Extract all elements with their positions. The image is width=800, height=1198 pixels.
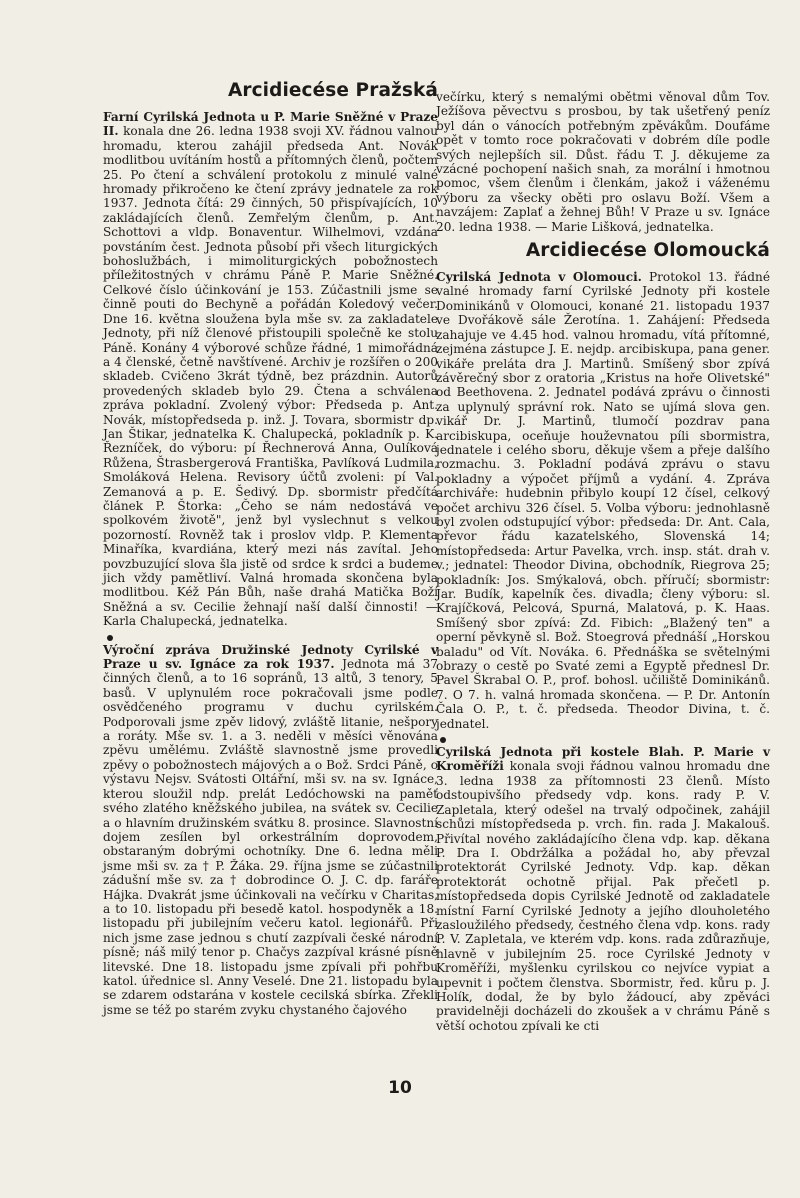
left-column xyxy=(103,80,438,1023)
article-body: konala svoji řádnou valnou hromadu dne 3. ledna 1938 za přítomnosti 23 členů. Místo odstoupivšího předsedy vdp. kons. rady P. V. Zapletala, který odešel na trvalý odpočinek, zahájil schůzi místopředseda p. vrch. fin. rada J. Makalouš. Přivítal nového zakládajícího člena vdp. kap. děkana P. Dra I. Obdržálka a požádal ho, aby převzal protektorát Cyrilské Jednoty. Vdp. kap. děkan protektorát ochotně přijal. Pak přečetl p. místopředseda dopis Cyrilské Jednotě od zakladatele místní Farní Cyrilské Jednoty a jejího dlouholetého zasloužilého předsedy, čestného člena vdp. kons. rady P. V. Zapletala, ve kterém vdp. kons. rada zdůrazňuje, hlavně v jubilejním 25. roce Cyrilské Jednoty v Kroměříži, myšlenku cyrilskou co nejvíce vypiat a upevnit i počtem členstva. Sbormistr, řed. kůru p. J. Holík, dodal, že by bylo žádoucí, aby zpěváci pravidelněji docházeli do zkoušek a v chrámu Páně s větší ochotou zpívali ke cti xyxy=(436,759,770,1033)
article-body: Protokol 13. řádné valné hromady farní Cyrilské Jednoty při kostele Dominikánů v Olomouci, konané 21. listopadu 1937 ve Dvořákově sále Žerotína. 1. Zahájení: Předseda zahajuje ve 4.45 hod. valnou hromadu, vítá přítomné, zejména zástupce J. E. nejdp. arcibiskupa, pana gener. vikáře preláta dra J. Martinů. Smíšený sbor zpívá závěrečný sbor z oratoria „Kristus na hoře Olivetské" od Beethovena. 2. Jednatel podává zprávu o činnosti za uplynulý správní rok. Nato se ujímá slova gen. vikář Dr. J. Martinů, tlumočí pozdrav pana arcibiskupa, oceňuje houževnatou píli sbormistra, jednatele i celého sboru, děkuje všem a přeje dalšího rozmachu. 3. Pokladní podává zprávu o stavu pokladny a výpočet příjmů a vydání. 4. Zpráva archiváře: hudebnin přibylo koupí 12 čísel, celkový počet archivu 326 čísel. 5. Volba výboru: jednohlasně byl zvolen odstupující výbor: předseda: Dr. Ant. Cala, převor řádu kazatelského, Slovenská 14; místopředseda: Artur Pavelka, vrch. insp. stát. drah v. v.; jednatel: Theodor Divina, obchodník, Riegrova 25; pokladník: Jos. Smýkalová, obch. příručí; sbormistr: Jar. Budík, kapelník čes. divadla; členy výboru: sl. Krajíčková, Pelcová, Spurná, Malatová, p. K. Haas. Smíšený sbor zpívá: Zd. Fibich: „Blažený ten" a operní pěvkyně sl. Bož. Stoegrová přednáší „Horskou baladu" od Vít. Nováka. 6. Přednáška se světelnými obrazy o cestě po Svaté zemi a Egyptě přednesl Dr. Pavel Škrabal O. P., prof. bohosl. učiliště Dominikánů. 7. O 7. h. valná hromada skončena. — P. Dr. Antonín Čala O. P., t. č. předseda. Theodor Divina, t. č. jednatel. xyxy=(436,270,770,731)
section-heading-praha: Arcidiecése Pražská xyxy=(227,80,438,101)
article-cyrilska-jednota-olomouc xyxy=(436,270,770,731)
article-cyrilska-jednota-kromeriz xyxy=(436,745,770,1033)
page-number: 10 xyxy=(388,1078,412,1098)
article-continuation: večírku, který s nemalými obětmi věnoval dům Tov. Ježíšova pěvectvu s prosbou, by tak ušetřený peníz byl dán o vánocích potřebným zpěvákům. Doufáme opět v tomto roce pokračovati v dobrém díle podle svých nejlepších sil. Důst. řádu T. J. děkujeme za vzácné pochopení našich snah, za morální i hmotnou pomoc, všem členům i členkám, jakož i váženému výboru za všecky oběti pro oslavu Boží. Všem a navzájem: Zaplať a žehnej Bůh! V Praze u sv. Ignáce 20. ledna 1938. — Marie Lišková, jednatelka. xyxy=(436,90,770,234)
article-farni-cyrilska-jednota xyxy=(103,110,438,629)
bullet-separator xyxy=(440,737,446,743)
section-heading-olomouc: Arcidiecése Olomoucká xyxy=(525,240,770,262)
article-title: Výroční zpráva Družinské Jednoty Cyrilské v Praze u sv. Ignáce za rok 1937. xyxy=(103,642,438,672)
article-title: Cyrilská Jednota v Olomouci. xyxy=(436,270,642,285)
bullet-separator xyxy=(107,635,113,641)
article-title: Farní Cyrilská Jednota u P. Marie Sněžné v Praze II. xyxy=(103,110,438,139)
article-druzinska-jednota xyxy=(103,643,438,1018)
article-body: konala dne 26. ledna 1938 svoji XV. řádnou valnou hromadu, kterou zahájil předseda Ant. Novák modlitbou uvítáním hostů a přítomných členů, počtem 25. Po čtení a schválení protokolu z minulé valné hromady přikročeno ke čtení zprávy jednatele za rok 1937. Jednota čítá: 29 činných, 50 přispívajících, 10 zakládajících členů. Zemřelým členům, p. Ant. Schottovi a vldp. Bonaventur. Wilhelmovi, vzdána povstáním čest. Jednota působí při všech liturgických bohoslužbách, i mimoliturgických pobožnostech příležitostných v chrámu Páně P. Marie Sněžné. Celkové číslo účinkování je 153. Zúčastnili jsme se činně pouti do Bechyně a pořádán Koledový večer. Dne 16. května sloužena byla mše sv. za zakladatele Jednoty, při níž členové přistoupili společně ke stolu Páně. Konány 4 výborové schůze řádné, 1 mimořádná a 4 členské, četně navštívené. Archiv je rozšířen o 200 skladeb. Cvičeno 3krát týdně, bez prázdnin. Autorů provedených skladeb bylo 29. Čtena a schválena zpráva pokladní. Zvolený výbor: Předseda p. Ant. Novák, místopředseda p. inž. J. Tovara, sbormistr dp. Jan Štikar, jednatelka K. Chalupecká, pokladník p. K. Řezníček, do výboru: pí Řechnerová Anna, Oulíková Růžena, Štrasbergerová Františka, Pavlíková Ludmila, Smoláková Helena. Revisory účtů zvoleni: pí Val. Zemanová a p. E. Šedivý. Dp. sbormistr předčítá článek P. Štorka: „Čeho se nám nedostává ve spolkovém životě", jenž byl vyslechnut s velkou pozorností. Rovněž tak i proslov vldp. P. Klementa Minaříka, kvardiána, který mezi nás zavítal. Jeho povzbuzující slova šla jistě od srdce k srdci a budeme jich vždy pamětliví. Valná hromada skončena byla modlitbou. Kéž Pán Bůh, naše drahá Matička Boží Sněžná a sv. Cecilie žehnají naší další činnosti! — Karla Chalupecká, jednatelka. xyxy=(103,124,438,629)
right-column xyxy=(436,90,770,1039)
article-title: Cyrilská Jednota při kostele Blah. P. Marie v Kroměříži xyxy=(436,745,770,774)
article-body: Jednota má 37 činných členů, a to 16 sopránů, 13 altů, 3 tenory, 5 basů. V uplynulém roce pokračovali jsme podle osvědčeného programu v duchu cyrilském. Podporovali jsme zpěv lidový, zvláště litanie, nešpory a roráty. Mše sv. 1. a 3. neděli v měsíci věnována zpěvu umělému. Zvláště slavnostně jsme provedli zpěvy o pobožnostech májových a o Bož. Srdci Páně, o výstavu Nejsv. Svátosti Oltářní, mši sv. na sv. Ignáce, kterou sloužil ndp. prelát Ledóchowski na paměť svého zlatého kněžského jubilea, na svátek sv. Cecilie a o hlavním družinském svátku 8. prosince. Slavnostní dojem zesílen byl orkestrálním doprovodem, obstaraným dobrými ochotníky. Dne 6. ledna měli jsme mši sv. za † P. Žáka. 29. října jsme se zúčastnili zádušní mše sv. za † dobrodince O. J. C. dp. faráře Hájka. Dvakrát jsme účinkovali na večírku v Charitas, a to 10. listopadu při besedě katol. hospodyněk a 18. listopadu při jubilejním večeru katol. legionářů. Při nich jsme zase jednou s chutí zazpívali české národní písně; náš milý tenor p. Chačys zazpíval krásné písně litevské. Dne 18. listopadu jsme zpívali při pohřbu katol. úřednice sl. Anny Veselé. Dne 21. listopadu byla se zdarem odstarána v kostele cecilská sbírka. Zřekli jsme se též po starém zvyku chystaného čajového xyxy=(103,657,438,1017)
